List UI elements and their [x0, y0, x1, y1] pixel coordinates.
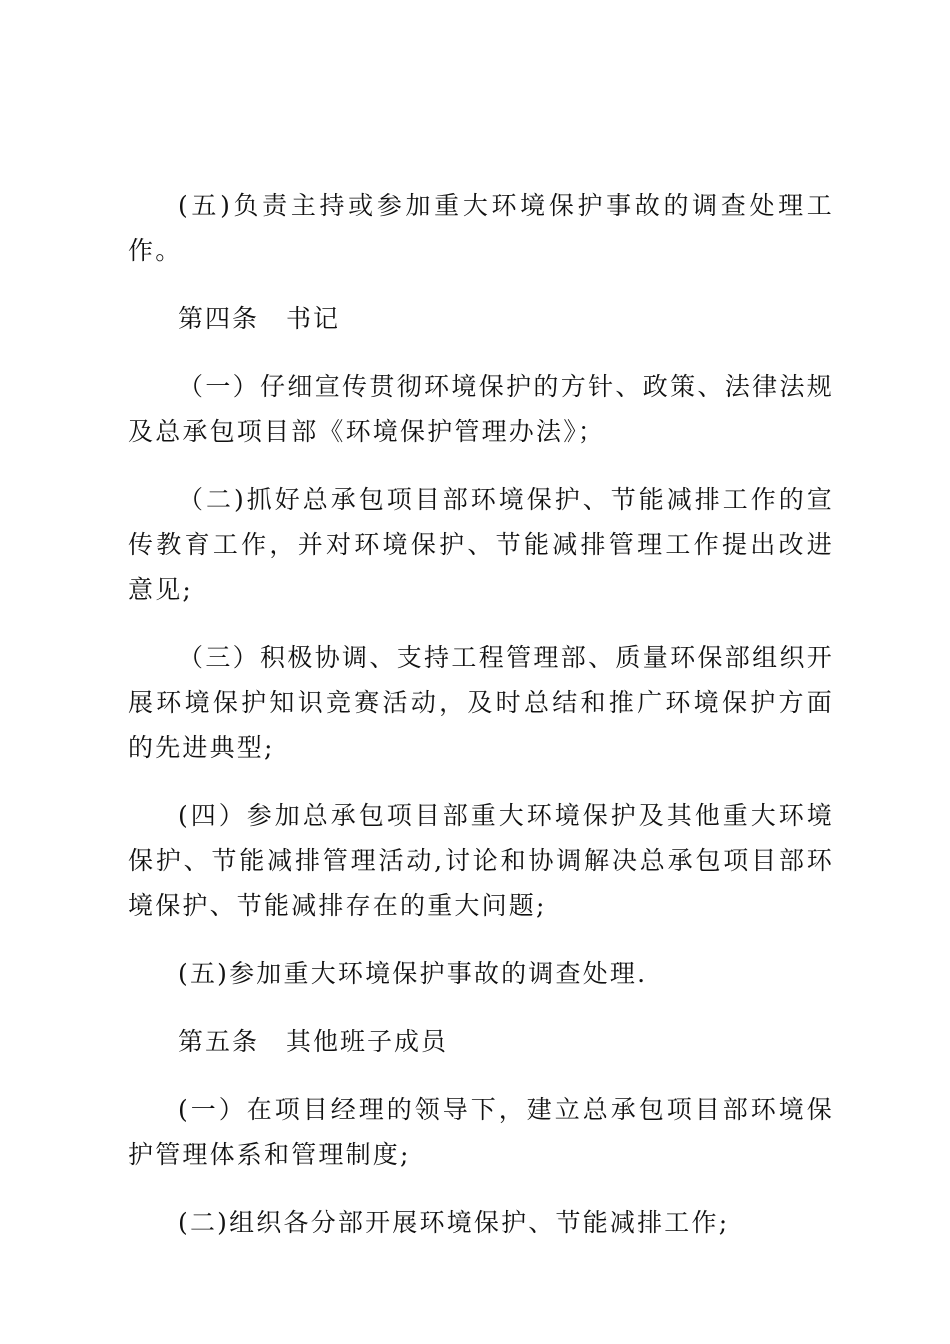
paragraph-secretary-5: (五)参加重大环境保护事故的调查处理. [178, 959, 648, 988]
paragraph-secretary-1: （一）仔细宣传贯彻环境保护的方针、政策、法律法规及总承包项目部《环境保护管理办法》； [128, 372, 834, 446]
article-4-heading: 第四条 书记 [178, 304, 341, 333]
paragraph-secretary-4: (四）参加总承包项目部重大环境保护及其他重大环境保护、节能减排管理活动,讨论和协调解决总承包项目部环境保护、节能减排存在的重大问题; [128, 801, 834, 920]
paragraph-secretary-3: （三）积极协调、支持工程管理部、质量环保部组织开展环境保护知识竞赛活动，及时总结和推广环境保护方面的先进典型; [128, 643, 834, 762]
article-5-heading: 第五条 其他班子成员 [178, 1027, 449, 1056]
paragraph-members-1: (一）在项目经理的领导下，建立总承包项目部环境保护管理体系和管理制度; [128, 1095, 834, 1169]
document-body [128, 183, 834, 1268]
paragraph-item-5-duties: (五)负责主持或参加重大环境保护事故的调查处理工作。 [128, 191, 834, 265]
paragraph-secretary-2: （二)抓好总承包项目部环境保护、节能减排工作的宣传教育工作，并对环境保护、节能减排管理工作提出改进意见; [128, 485, 834, 604]
paragraph-members-2: (二)组织各分部开展环境保护、节能减排工作; [178, 1208, 730, 1237]
